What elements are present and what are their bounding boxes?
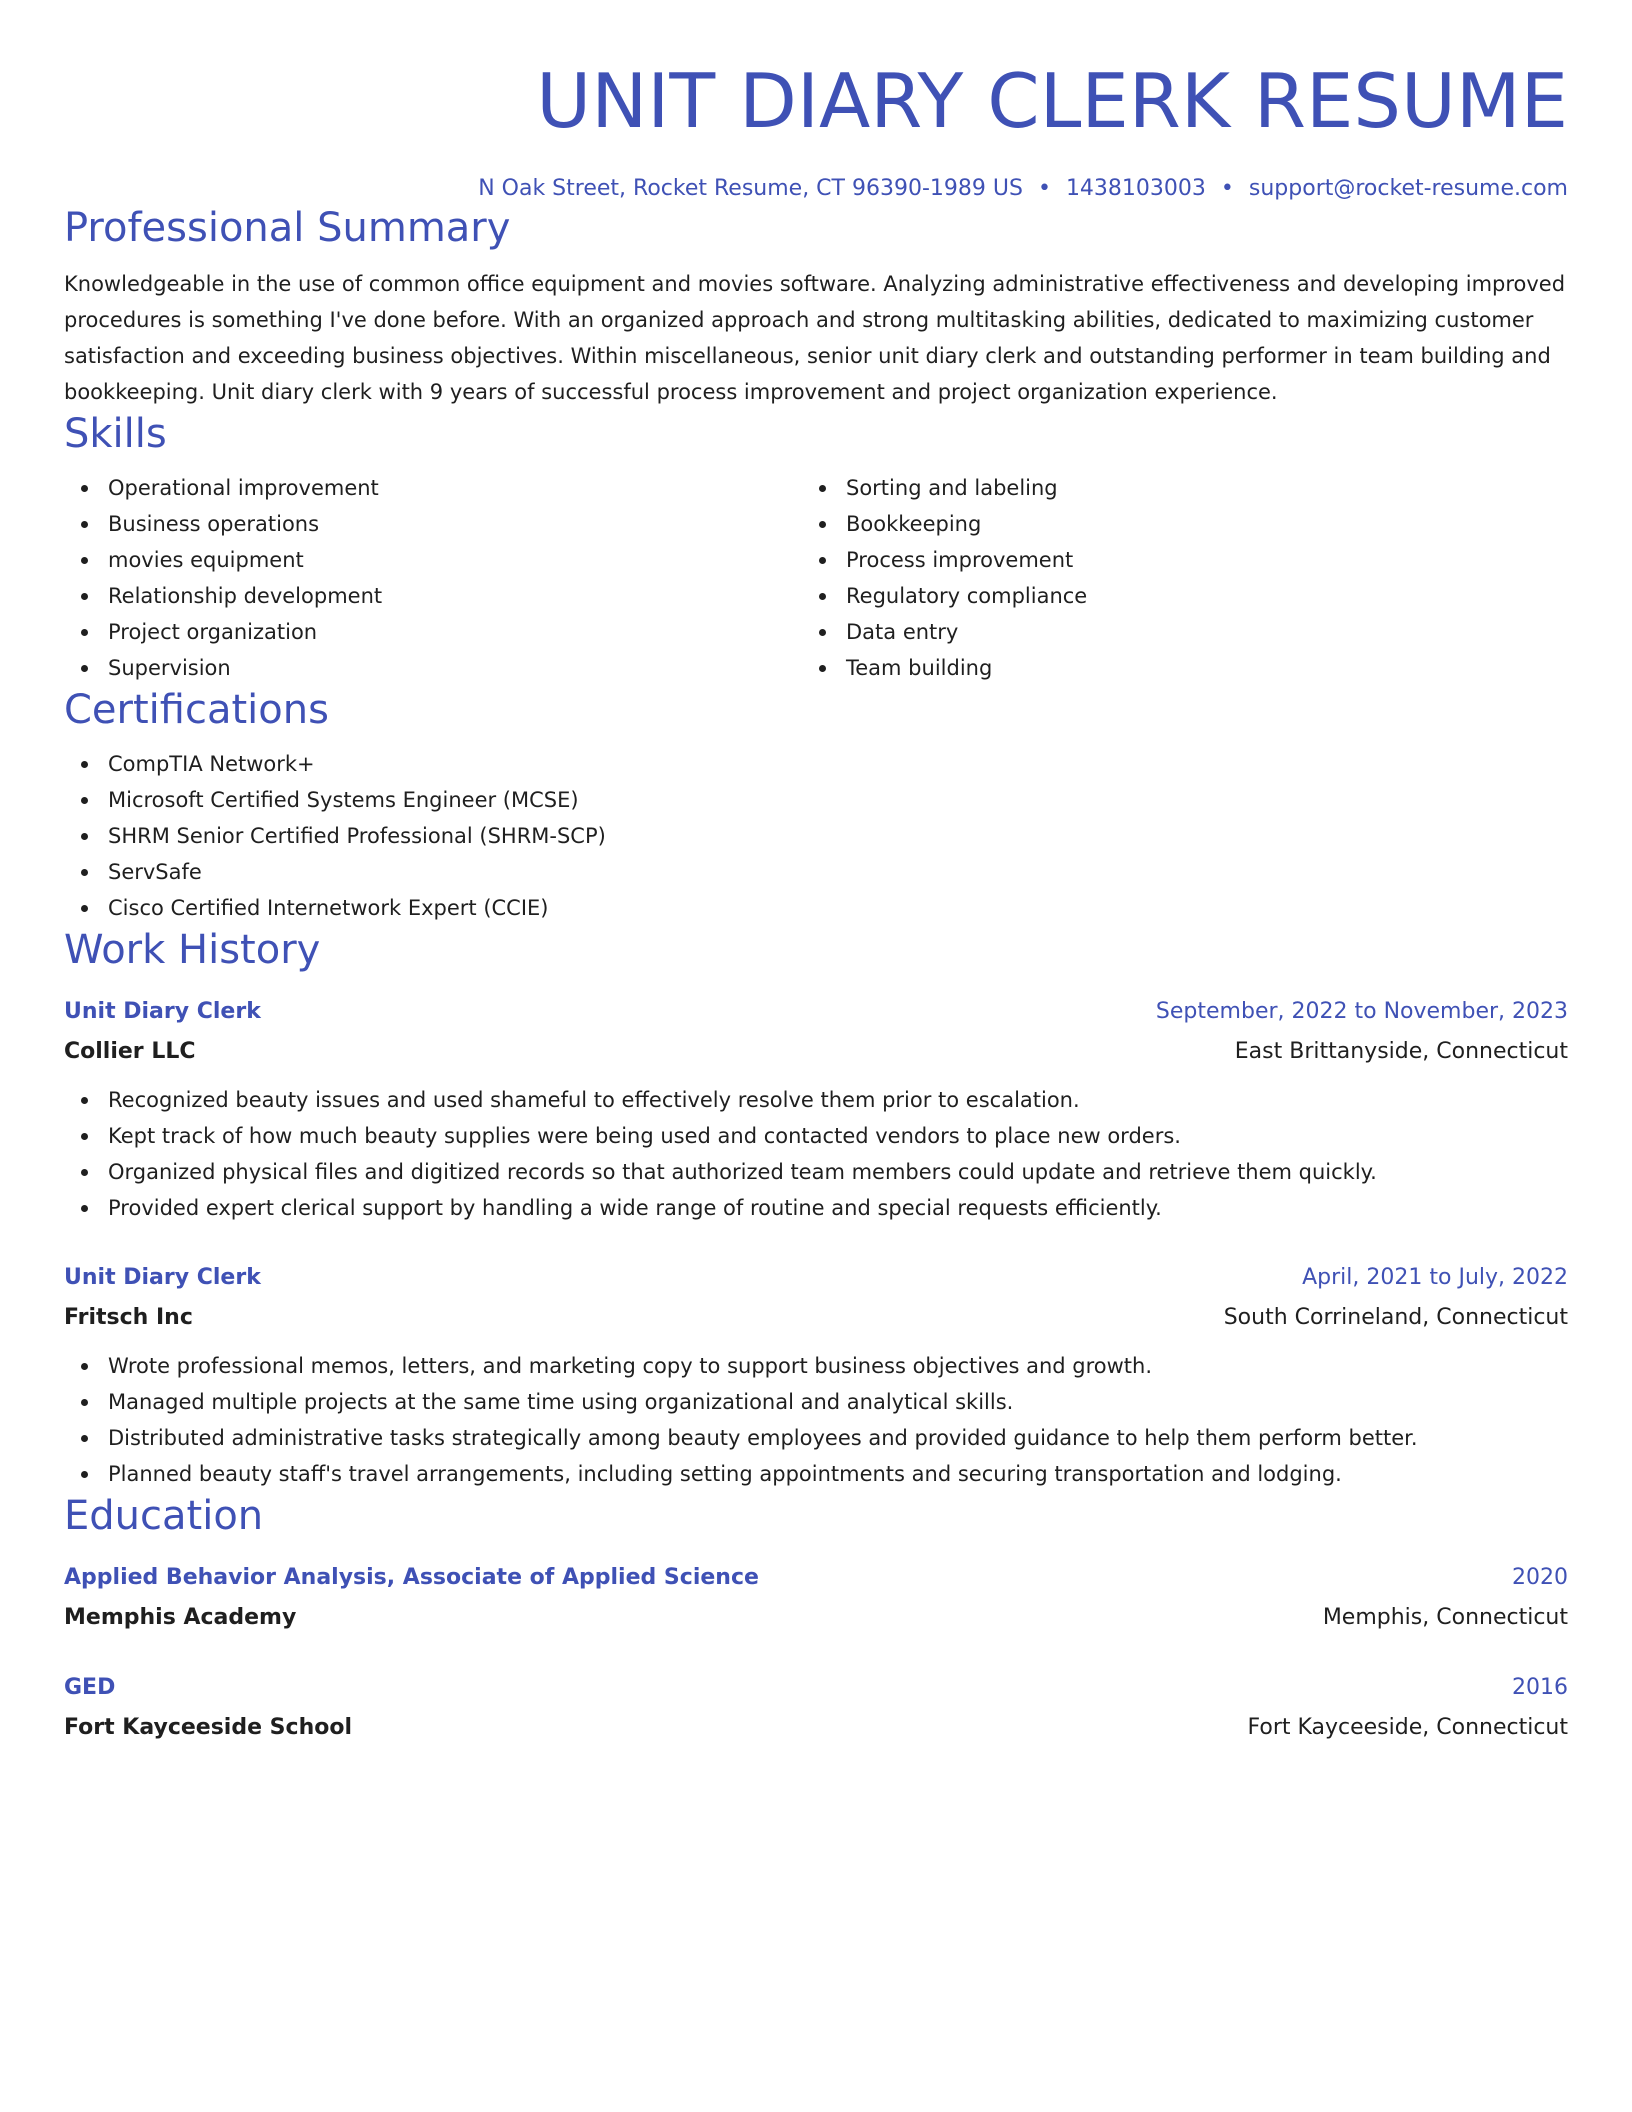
job-company: Fritsch Inc [64,1305,193,1330]
education-degree: Applied Behavior Analysis, Associate of Applied Science [64,1565,759,1590]
job-entry [64,992,1568,1226]
education-degree-row [64,1668,1568,1708]
certification-item: Cisco Certified Internetwork Expert (CCIE) [64,890,1568,926]
education-heading: Education [64,1493,264,1539]
job-company-row [64,1298,1568,1338]
skill-item: Business operations [64,506,802,542]
skills-heading: Skills [64,411,167,457]
education-location: Memphis, Connecticut [1322,1605,1568,1630]
skill-item: Project organization [64,614,802,650]
job-dates: April, 2021 to July, 2022 [1302,1265,1568,1290]
education-degree-row [64,1558,1568,1598]
skill-item: Relationship development [64,578,802,614]
education-school: Memphis Academy [64,1605,297,1630]
certifications-list [64,746,1568,926]
education-year: 2016 [1512,1675,1568,1700]
skill-item: Data entry [802,614,1540,650]
skills-columns [64,470,1568,686]
certifications-heading: Certifications [64,687,329,733]
education-location: Fort Kayceeside, Connecticut [1247,1715,1568,1740]
job-company: Collier LLC [64,1039,196,1064]
job-entry [64,1258,1568,1492]
education-entry [64,1558,1568,1638]
skill-item: movies equipment [64,542,802,578]
skill-item: Operational improvement [64,470,802,506]
certification-item: ServSafe [64,854,1568,890]
job-bullet: Organized physical files and digitized records so that authorized team members could update and retrieve them quickly. [64,1154,1568,1190]
education-degree: GED [64,1675,116,1700]
job-title: Unit Diary Clerk [64,999,261,1024]
summary-text: Knowledgeable in the use of common office equipment and movies software. Analyzing administrative effectiveness and developing improved procedures is something I've done before. With an organized approach and strong multitasking abilities, dedicated to maximizing customer satisfaction and exceeding business objectives. Within miscellaneous, senior unit diary clerk and outstanding performer in team building and bookkeeping. Unit diary clerk with 9 years of successful process improvement and project organization experience. [64,272,1566,404]
skill-item: Sorting and labeling [802,470,1540,506]
job-location: East Brittanyside, Connecticut [1234,1039,1568,1064]
job-bullet: Kept track of how much beauty supplies were being used and contacted vendors to place new orders. [64,1118,1568,1154]
skill-item: Team building [802,650,1540,686]
contact-address: N Oak Street, Rocket Resume, CT 96390-1989 US [478,176,1023,201]
education-school-row [64,1598,1568,1638]
skills-list-right [802,470,1540,686]
job-bullet: Managed multiple projects at the same time using organizational and analytical skills. [64,1384,1568,1420]
certification-item: Microsoft Certified Systems Engineer (MCSE) [64,782,1568,818]
resume-title: UNIT DIARY CLERK RESUME [536,57,1568,145]
job-company-row [64,1032,1568,1072]
education-school: Fort Kayceeside School [64,1715,352,1740]
work-history-heading: Work History [64,927,321,973]
contact-line [64,174,1568,204]
contact-separator: • [1037,176,1051,201]
education-year: 2020 [1512,1565,1568,1590]
skill-item: Bookkeeping [802,506,1540,542]
job-bullet: Planned beauty staff's travel arrangements, including setting appointments and securing transportation and lodging. [64,1456,1568,1492]
job-bullet: Distributed administrative tasks strategically among beauty employees and provided guidance to help them perform better. [64,1420,1568,1456]
job-bullet: Recognized beauty issues and used shameful to effectively resolve them prior to escalation. [64,1082,1568,1118]
skill-item: Process improvement [802,542,1540,578]
skill-item: Supervision [64,650,802,686]
job-bullet: Wrote professional memos, letters, and marketing copy to support business objectives and growth. [64,1348,1568,1384]
job-title-row [64,1258,1568,1298]
job-title: Unit Diary Clerk [64,1265,261,1290]
education-entry [64,1668,1568,1748]
skill-item: Regulatory compliance [802,578,1540,614]
certification-item: CompTIA Network+ [64,746,1568,782]
job-bullets [64,1082,1568,1226]
job-location: South Corrineland, Connecticut [1223,1305,1568,1330]
contact-email: support@rocket-resume.com [1248,176,1568,201]
skills-list-left [64,470,802,686]
job-bullets [64,1348,1568,1492]
job-bullet: Provided expert clerical support by handling a wide range of routine and special requests efficiently. [64,1190,1568,1226]
job-dates: September, 2022 to November, 2023 [1155,999,1568,1024]
contact-separator: • [1220,176,1234,201]
contact-phone: 1438103003 [1065,176,1206,201]
summary-heading: Professional Summary [64,205,511,251]
certification-item: SHRM Senior Certified Professional (SHRM-SCP) [64,818,1568,854]
education-school-row [64,1708,1568,1748]
job-title-row [64,992,1568,1032]
